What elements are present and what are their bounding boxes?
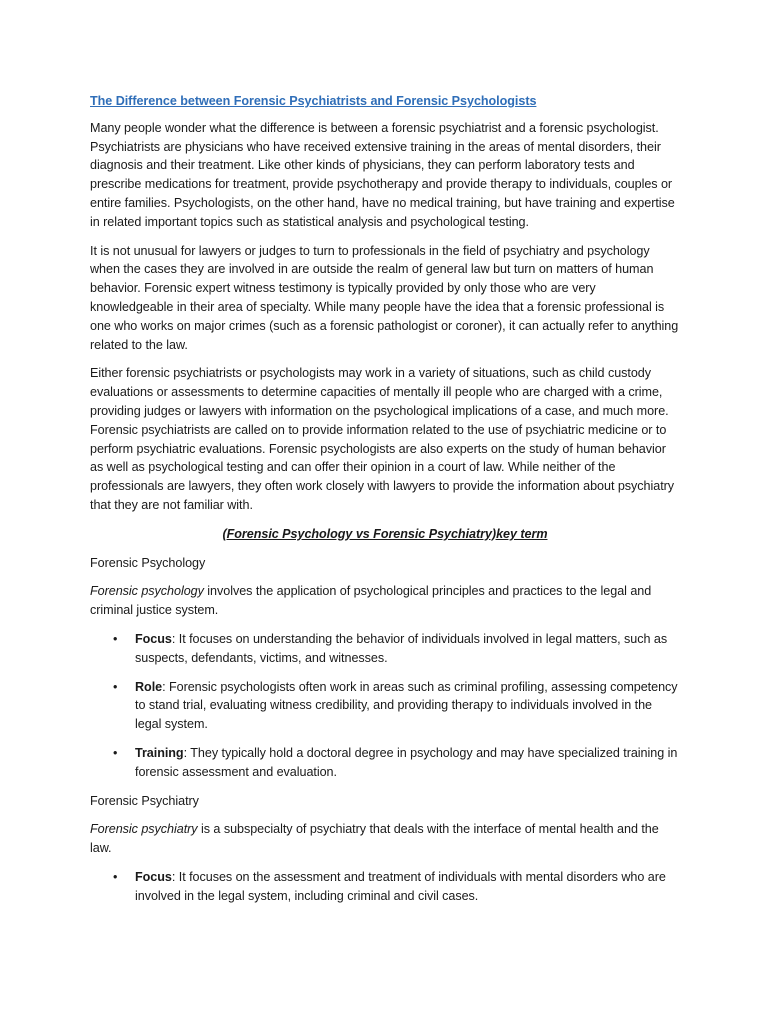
document-title[interactable]: The Difference between Forensic Psychiatrists and Forensic Psychologists [90, 94, 537, 108]
psychology-bullet-list [90, 630, 680, 782]
list-item [90, 744, 680, 782]
psychology-intro-text: involves the application of psychological principles and practices to the legal and criminal justice system. [90, 584, 652, 618]
bullet-icon: • [113, 631, 118, 646]
psychiatry-heading: Forensic Psychiatry [90, 793, 199, 808]
key-term-heading: (Forensic Psychology vs Forensic Psychiatry)key term [222, 526, 548, 541]
paragraph-3: Either forensic psychiatrists or psychologists may work in a variety of situations, such as child custody evaluations or assessments to determine capacities of mentally ill people who are charged with a crime, providing judges or lawyers with information on the psychological implications of a case, and much more. Forensic psychiatrists are called on to provide information related to the use of psychiatric medicine or to perform psychiatric evaluations. Forensic psychologists are also experts on the study of human behavior as well as psychological testing and can offer their opinion in a court of law. While neither of the professionals are lawyers, they often work closely with lawyers to provide the information about psychiatry that they are not familiar with. [90, 366, 675, 512]
bullet-text: : Forensic psychologists often work in areas such as criminal profiling, assessing competency to stand trial, evaluating witness credibility, and providing therapy to individuals involved in the legal system. [135, 679, 678, 732]
list-item [90, 630, 680, 668]
bullet-icon: • [113, 679, 118, 694]
psychiatry-intro-term: Forensic psychiatry [90, 822, 198, 837]
bullet-icon: • [113, 869, 118, 884]
psychiatry-bullet-list [90, 868, 680, 906]
psychiatry-intro-text: is a subspecialty of psychiatry that deals with the interface of mental health and the law. [90, 822, 659, 856]
bullet-text: : It focuses on the assessment and treatment of individuals with mental disorders who are involved in the legal system, including criminal and civil cases. [135, 869, 666, 903]
bullet-text: : They typically hold a doctoral degree in psychology and may have specialized training in forensic assessment and evaluation. [135, 745, 678, 779]
bullet-label: Focus [135, 869, 172, 884]
psychology-intro-term: Forensic psychology [90, 584, 204, 599]
bullet-label: Focus [135, 631, 172, 646]
document-page [90, 92, 680, 915]
bullet-icon: • [113, 745, 118, 760]
bullet-text: : It focuses on understanding the behavior of individuals involved in legal matters, such as suspects, defendants, victims, and witnesses. [135, 631, 668, 665]
list-item [90, 868, 680, 906]
psychology-intro [90, 582, 680, 620]
paragraph-2: It is not unusual for lawyers or judges to turn to professionals in the field of psychiatry and psychology when the cases they are involved in are outside the realm of general law but turn on matters of human behavior. Forensic expert witness testimony is typically provided by only those who are very knowledgeable in their area of specialty. While many people have the idea that a forensic professional is one who works on major crimes (such as a forensic pathologist or coroner), it can actually refer to anything related to the law. [90, 243, 679, 352]
bullet-label: Role [135, 679, 163, 694]
list-item [90, 678, 680, 734]
paragraph-1: Many people wonder what the difference is between a forensic psychiatrist and a forensic psychologist. Psychiatrists are physicians who have received extensive training in the areas of mental disorders, their diagnosis and their treatment. Like other kinds of physicians, they can perform laboratory tests and prescribe medications for treatment, provide psychotherapy and provide therapy to individuals, couples or entire families. Psychologists, on the other hand, have no medical training, but have training and expertise in related important topics such as statistical analysis and psychological testing. [90, 120, 675, 229]
bullet-label: Training [135, 745, 184, 760]
psychology-heading: Forensic Psychology [90, 555, 206, 570]
psychiatry-intro [90, 820, 680, 858]
